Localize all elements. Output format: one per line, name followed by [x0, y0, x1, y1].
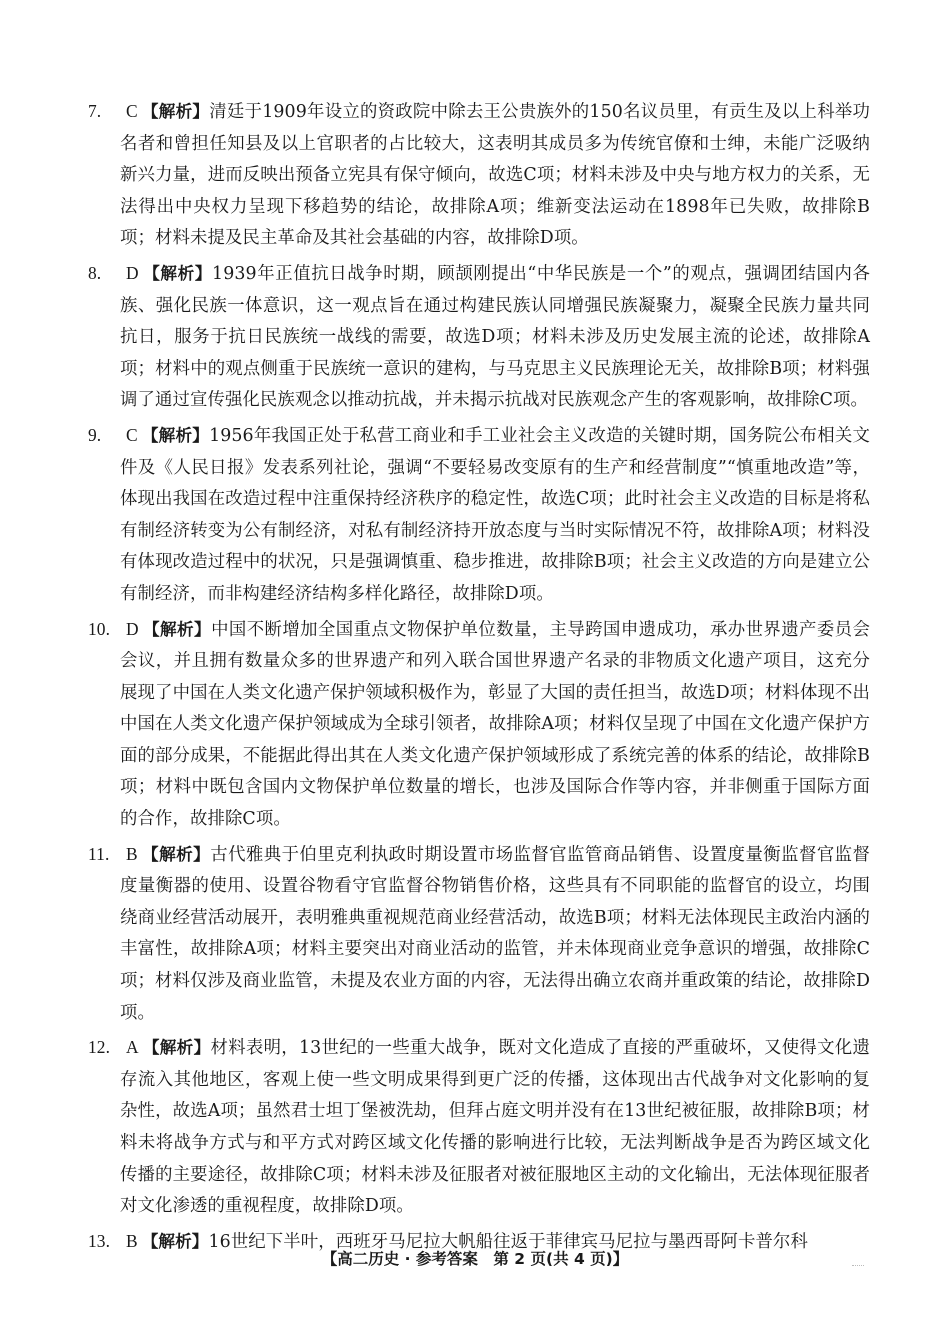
analysis-tag: 【解析】	[141, 1231, 209, 1251]
question-number: 13.	[88, 1230, 111, 1251]
answer-choice: C	[126, 101, 138, 121]
answer-item-7	[88, 96, 870, 255]
answer-list	[88, 96, 870, 1261]
answer-choice: D	[126, 618, 139, 639]
question-number: 12.	[88, 1037, 111, 1058]
analysis-text: 1939年正值抗日战争时期，顾颉刚提出“中华民族是一个”的观点，强调团结国内各族、强化民族一体意识，这一观点旨在通过构建民族认同增强民族凝聚力，凝聚全民族力量共同抗日，服务于抗日民族统一战线的需要，故选D项；材料未涉及历史发展主流的论述，故排除A项；材料中的观点侧重于民族统一意识的建构，与马克思主义民族理论无关，故排除B项；材料强调了通过宣传强化民族观念以推动抗战，并未揭示抗战对民族观念产生的客观影响，故排除C项。	[120, 263, 870, 411]
answer-choice: B	[126, 1230, 138, 1251]
analysis-text: 1956年我国正处于私营工商业和手工业社会主义改造的关键时期，国务院公布相关文件及《人民日报》发表系列社论，强调“不要轻易改变原有的生产和经营制度”“慎重地改造”等，体现出我国在改造过程中注重保持经济秩序的稳定性，故选C项；此时社会主义改造的目标是将私有制经济转变为公有制经济，对私有制经济持开放态度与当时实际情况不符，故排除A项；材料没有体现改造过程中的状况，只是强调慎重、稳步推进，故排除B项；社会主义改造的方向是建立公有制经济，而非构建经济结构多样化路径，故排除D项。	[120, 425, 870, 604]
analysis-tag: 【解析】	[141, 844, 211, 864]
question-number: 7.	[88, 101, 102, 121]
page-footer: 【高二历史 · 参考答案 第 2 页(共 4 页)】	[321, 1250, 629, 1268]
answer-item-10	[88, 614, 870, 836]
analysis-tag: 【解析】	[142, 263, 213, 283]
analysis-text: 16世纪下半叶，西班牙马尼拉大帆船往返于菲律宾马尼拉与墨西哥阿卡普尔科	[208, 1231, 809, 1252]
answer-item-8	[88, 258, 870, 417]
analysis-text: 古代雅典于伯里克利执政时期设置市场监督官监管商品销售、设置度量衡监督官监督度量衡器的使用、设置谷物看守官监督谷物销售价格，这些具有不同职能的监督官的设立，均围绕商业经营活动展开，表明雅典重视规范商业经营活动，故选B项；材料无法体现民主政治内涵的丰富性，故排除A项；材料主要突出对商业活动的监管，并未体现商业竞争意识的增强，故排除C项；材料仅涉及商业监管，未提及农业方面的内容，无法得出确立农商并重政策的结论，故排除D项。	[120, 844, 870, 1023]
analysis-tag: 【解析】	[141, 425, 210, 445]
analysis-tag: 【解析】	[142, 619, 212, 639]
answer-item-11	[88, 839, 870, 1030]
analysis-tag: 【解析】	[141, 102, 210, 121]
footer-decoration	[852, 1265, 864, 1268]
question-number: 9.	[88, 424, 102, 445]
analysis-tag: 【解析】	[142, 1038, 211, 1058]
analysis-text: 中国不断增加全国重点文物保护单位数量，主导跨国申遗成功，承办世界遗产委员会会议，并且拥有数量众多的世界遗产和列入联合国世界遗产名录的非物质文化遗产项目，这充分展现了中国在人类文化遗产保护领域积极作为，彰显了大国的责任担当，故选D项；材料体现不出中国在人类文化遗产保护领域成为全球引领者，故排除A项；材料仅呈现了中国在文化遗产保护方面的部分成果，不能据此得出其在人类文化遗产保护领域形成了系统完善的体系的结论，故排除B项；材料中既包含国内文物保护单位数量的增长，也涉及国际合作等内容，并非侧重于国际方面的合作，故排除C项。	[120, 619, 870, 830]
answer-choice: C	[126, 424, 138, 445]
analysis-text: 材料表明，13世纪的一些重大战争，既对文化造成了直接的严重破坏，又使得文化遗存流入其他地区，客观上使一些文明成果得到更广泛的传播，这体现出古代战争对文化影响的复杂性，故选A项；虽然君士坦丁堡被洗劫，但拜占庭文明并没有在13世纪被征服，故排除B项；材料未将战争方式与和平方式对跨区域文化传播的影响进行比较，无法判断战争是否为跨区域文化传播的主要途径，故排除C项；材料未涉及征服者对被征服地区主动的文化输出，无法体现征服者对文化渗透的重视程度，故排除D项。	[120, 1038, 870, 1217]
answer-item-12	[88, 1032, 870, 1223]
analysis-text: 清廷于1909年设立的资政院中除去王公贵族外的150名议员里，有贡生及以上科举功名者和曾担任知县及以上官职者的占比较大，这表明其成员多为传统官僚和士绅，未能广泛吸纳新兴力量，进而反映出预备立宪具有保守倾向，故选C项；材料未涉及中央与地方权力的关系，无法得出中央权力呈现下移趋势的结论，故排除A项；维新变法运动在1898年已失败，故排除B项；材料未提及民主革命及其社会基础的内容，故排除D项。	[120, 102, 870, 249]
question-number: 8.	[88, 262, 102, 283]
question-number: 11.	[88, 843, 110, 864]
question-number: 10.	[88, 618, 111, 639]
answer-choice: B	[126, 843, 138, 864]
answer-item-9	[88, 420, 870, 611]
answer-choice: A	[126, 1037, 139, 1058]
answer-choice: D	[126, 262, 139, 283]
